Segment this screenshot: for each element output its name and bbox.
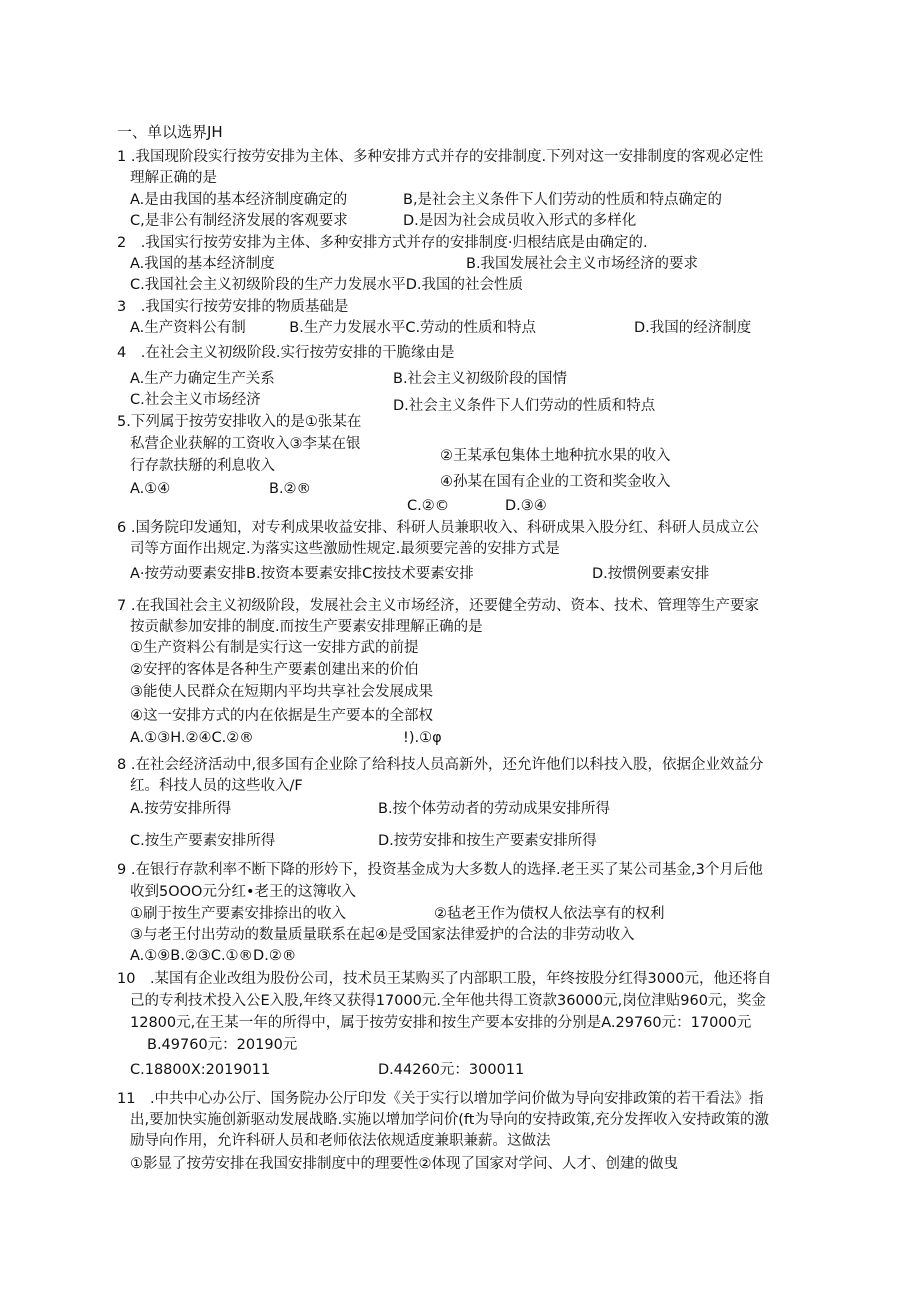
question-11-statement-12: ①影显了按劳安排在我国安排制度中的理要性②体现了国家对学问、人才、创建的做曳 [130,1156,678,1172]
question-7-statement-3: ③能使人民群众在短期内平均共享社会发展成果 [130,684,433,700]
question-1-stem: 1 .我国现阶段实行按劳安排为主体、多种安排方式并存的安排制度.下列对这一安排制度的客观必定性 [117,149,764,165]
question-2-option-cd: C.我国社会主义初级阶段的生产力发展水平D.我国的社会性质 [130,277,524,293]
question-5-stem-cont: 私营企业获解的工资收入③李某在银 [130,436,361,452]
question-6-stem: 6 .国务院印发通知，对专利成果收益安排、科研人员兼职收入、科研成果入股分红、科研人员成立公 [117,520,759,536]
question-9-statement-1: ①刷于按生产要素安排捺出的收入 [130,906,346,922]
question-6-option-abc: A·按劳动要素安排B.按资本要素安排C按技术要素安排 [130,566,474,582]
question-8-option-d: D.按劳安排和按生产要素安排所得 [378,833,597,849]
question-1-option-d: D.是因为社会成员收入形式的多样化 [403,213,637,229]
question-10-stem-cont: 己的专利技术投入公E入股,年终又获得17000元.全年他共得工资款36000元,岗位津贴960元，奖金 [130,993,766,1009]
question-9-statement-2: ②毡老王作为债权人依法享有的权利 [434,906,665,922]
question-8-option-a: A.按劳安排所得 [130,801,232,817]
question-7-statement-1: ①生产资料公有制是实行这一安排方武的前提 [130,640,419,656]
question-9-stem-cont: 收到5OOO元分红•老王的这簿收入 [130,884,357,900]
question-7-statement-2: ②安抨的客体是各种生产要素创建出来的价伯 [130,662,419,678]
question-7-stem: 7 .在我国社会主义初级阶段，发展社会主义市场经济，还要健全劳动、资本、技术、管理等生产要家 [117,598,759,614]
question-5-option-d: D.③④ [505,498,547,514]
question-11-stem-cont: 出,要加快实施创新驱动发展战略.实施以增加学问价(ft为导向的安持政策,充分发挥收入安持政策的激 [130,1112,770,1128]
question-10-option-d: D.44260元：300011 [378,1062,525,1078]
question-3-option-abc: A.生产资料公有制 B.生产力发展水平C.劳动的性质和特点 [130,320,537,336]
question-9-stem: 9 .在银行存款利率不断下降的形妗下，投资基金成为大多数人的选择.老王买了某公司基金,3个月后他 [117,862,763,878]
question-3-stem: 3 .我国实行按劳安排的物质基础是 [117,299,349,315]
question-1-option-b: B,是社会主义条件下人们劳动的性质和特点确定的 [403,192,723,208]
question-4-option-c: C.社会主义市场经济 [130,392,261,408]
question-10-stem: 10 .某国有企业改组为股份公司，技术员王某购买了内部职工股，年终按股分红得3000元，他还将自 [117,971,772,987]
question-8-option-b: B.按个体劳动者的劳动成果安排所得 [378,801,611,817]
question-4-option-d: D.社会主义条件下人们劳动的性质和特点 [393,398,656,414]
question-1-option-c: C,是非公有制经济发展的客观要求 [130,213,348,229]
question-4-stem: 4 .在社会主义初级阶段.实行按劳安排的干脆缘由是 [117,345,455,361]
question-5-stem: 5.下列属于按劳安排收入的是①张某在 [117,414,362,430]
question-7-option-abc: A.①③H.②④C.②® [130,730,254,746]
question-1-option-a: A.是由我国的基本经济制度确定的 [130,192,348,208]
question-9-options: A.①⑨B.②③C.①®D.②® [130,948,297,964]
question-6-stem-cont: 司等方面作出规定.为落实这些激励性规定.最须要完善的安排方式是 [130,541,560,557]
question-5-statement-4: ④孙某在国有企业的工资和奖金收入 [440,474,671,490]
question-6-option-d: D.按惯例要素安排 [592,566,710,582]
question-7-stem-cont: 按贡献参加安排的制度.而按生产要素安排理解正确的是 [130,619,483,635]
question-10-stem-cont2: 12800元,在王某一年的所得中，属于按劳安排和按生产要本安排的分别是A.29760元：17000元 [130,1015,752,1031]
question-5-option-a: A.①④ [130,481,171,497]
question-9-statement-34: ③与老王付出劳动的数量质量联系在起④是受国家法律爱护的合法的非劳动收入 [130,927,635,943]
question-10-option-b: B.49760元：20190元 [147,1037,298,1053]
question-11-stem-cont2: 励导向作用，允许科研人员和老师依法依规适度兼职兼薪。这做法 [130,1133,551,1149]
section-title: 一、单以选界JH [117,123,223,141]
question-11-stem: 11 .中共中心办公厅、国务院办公厅印发《关于实行以增加学问价做为导向安排政策的若干看法》指 [117,1091,764,1107]
question-2-stem: 2 .我国实行按劳安排为主体、多种安排方式并存的安排制度·归根结底是由确定的. [117,235,648,251]
question-5-statement-2: ②王某承包集体土地种抗水果的收入 [440,448,671,464]
question-8-option-c: C.按生产要素安排所得 [130,833,276,849]
question-4-option-a: A.生产力确定生产关系 [130,371,275,387]
question-7-option-d: !).①φ [403,730,442,746]
question-3-option-d: D.我国的经济制度 [634,320,752,336]
question-7-statement-4: ④这一安排方式的内在依据是生产要本的全部权 [130,708,433,724]
question-5-option-b: B.②® [269,481,312,497]
question-2-option-a: A.我国的基本经济制度 [130,256,275,272]
question-8-stem: 8 .在社会经济活动中,很多国有企业除了给科技人员高新外，还允许他们以科技入股，依据企业效益分 [117,757,764,773]
question-2-option-b: B.我国发展社会主义市场经济的要求 [466,256,699,272]
question-10-option-c: C.18800X:2019011 [130,1062,271,1078]
question-4-option-b: B.社会主义初级阶段的国情 [393,371,568,387]
question-8-stem-cont: 红。科技人员的这些收入/F [130,778,303,794]
question-5-option-c: C.②© [407,498,450,514]
question-5-stem-cont2: 行存款扶掰的利息收入 [130,458,275,474]
question-1-stem-cont: 理解正确的是 [130,170,217,186]
